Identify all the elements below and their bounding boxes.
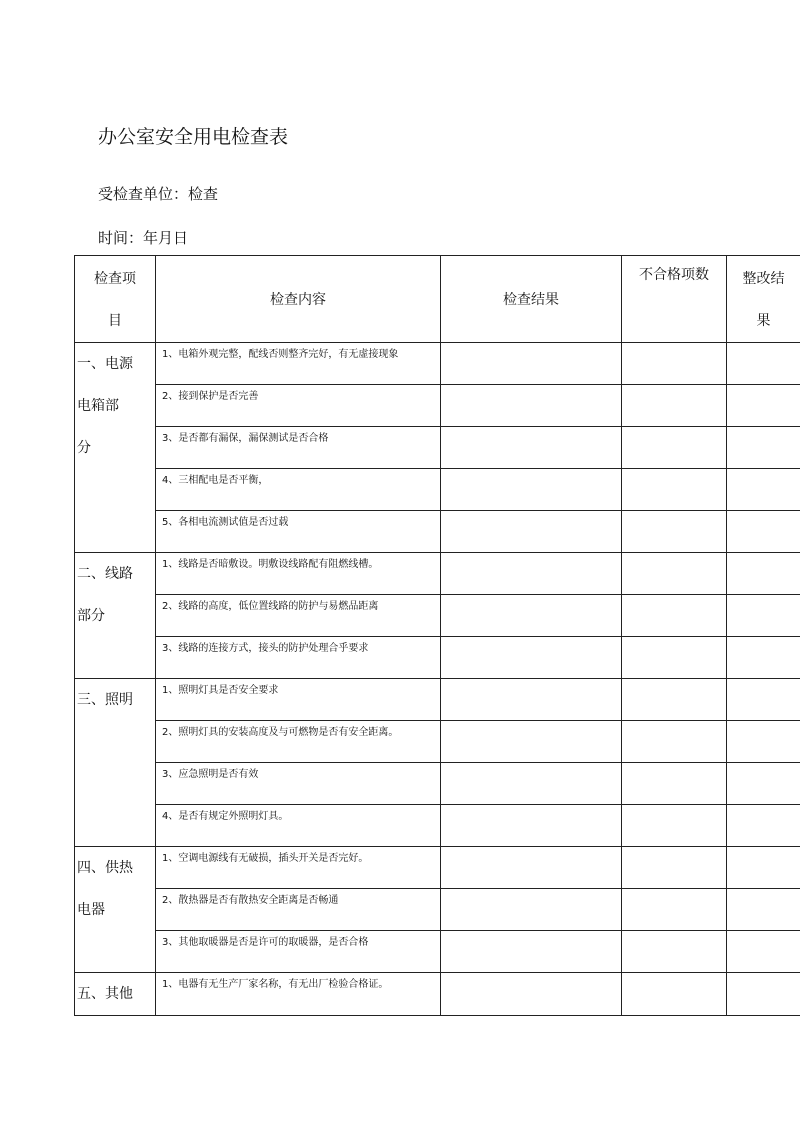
category-power-box [75,343,156,553]
page-title: 办公室安全用电检查表 [98,126,289,148]
category-wiring [75,553,156,679]
check-content: 1、照明灯具是否安全要求 [156,679,441,721]
check-content: 2、线路的高度，低位置线路的防护与易燃品距离 [156,595,441,637]
fix-result-cell[interactable] [727,847,800,889]
result-cell[interactable] [441,847,622,889]
fail-count-cell[interactable] [622,679,727,721]
result-cell[interactable] [441,637,622,679]
fix-result-cell[interactable] [727,889,800,931]
check-content: 1、电器有无生产厂家名称，有无出厂检验合格证。 [156,973,441,1016]
table-row [75,889,800,931]
check-content: 4、是否有规定外照明灯具。 [156,805,441,847]
header-fix-line-1: 整改结 [742,271,785,287]
result-cell[interactable] [441,343,622,385]
table-row [75,805,800,847]
fix-result-cell[interactable] [727,343,800,385]
result-cell[interactable] [441,385,622,427]
fail-count-cell[interactable] [622,511,727,553]
check-content: 3、应急照明是否有效 [156,763,441,805]
table-row [75,931,800,973]
fail-count-cell[interactable] [622,637,727,679]
inspection-table [74,255,800,1016]
check-content: 3、其他取暖器是否是许可的取暖器，是否合格 [156,931,441,973]
header-fix-result [727,256,800,343]
category-line: 部分 [77,608,105,624]
category-line: 电器 [77,902,105,918]
check-content: 2、接到保护是否完善 [156,385,441,427]
fail-count-cell[interactable] [622,595,727,637]
table-row [75,637,800,679]
header-fix-line-2: 果 [756,313,771,329]
table-row [75,973,800,1016]
check-content: 5、各相电流测试值是否过载 [156,511,441,553]
fix-result-cell[interactable] [727,511,800,553]
fix-result-cell[interactable] [727,763,800,805]
fix-result-cell[interactable] [727,805,800,847]
fix-result-cell[interactable] [727,973,800,1016]
result-cell[interactable] [441,763,622,805]
fail-count-cell[interactable] [622,427,727,469]
header-fail-count: 不合格项数 [622,256,727,343]
table-row [75,385,800,427]
check-content: 1、线路是否暗敷设。明敷设线路配有阻燃线槽。 [156,553,441,595]
fix-result-cell[interactable] [727,553,800,595]
table-row [75,595,800,637]
fail-count-cell[interactable] [622,805,727,847]
result-cell[interactable] [441,553,622,595]
fail-count-cell[interactable] [622,847,727,889]
category-heating [75,847,156,973]
category-lighting [75,679,156,847]
result-cell[interactable] [441,973,622,1016]
check-content: 2、照明灯具的安装高度及与可燃物是否有安全距离。 [156,721,441,763]
result-cell[interactable] [441,679,622,721]
table-row [75,427,800,469]
table-row [75,679,800,721]
category-line: 三、照明 [77,692,133,708]
category-line: 二、线路 [77,566,133,582]
result-cell[interactable] [441,805,622,847]
fix-result-cell[interactable] [727,427,800,469]
category-other [75,973,156,1016]
fix-result-cell[interactable] [727,679,800,721]
fail-count-cell[interactable] [622,553,727,595]
result-cell[interactable] [441,469,622,511]
fail-count-cell[interactable] [622,763,727,805]
table-row [75,343,800,385]
category-line: 一、电源 [77,356,133,372]
fail-count-cell[interactable] [622,469,727,511]
fix-result-cell[interactable] [727,721,800,763]
fail-count-cell[interactable] [622,385,727,427]
category-line: 分 [77,440,91,456]
check-content: 4、三相配电是否平衡， [156,469,441,511]
check-content: 2、散热器是否有散热安全距离是否畅通 [156,889,441,931]
header-content: 检查内容 [156,256,441,343]
table-row [75,553,800,595]
header-item [75,256,156,343]
fail-count-cell[interactable] [622,721,727,763]
table-row [75,763,800,805]
fix-result-cell[interactable] [727,595,800,637]
fix-result-cell[interactable] [727,385,800,427]
table-row [75,469,800,511]
result-cell[interactable] [441,511,622,553]
fix-result-cell[interactable] [727,637,800,679]
fail-count-cell[interactable] [622,931,727,973]
table-row [75,511,800,553]
header-result: 检查结果 [441,256,622,343]
category-line: 电箱部 [77,398,119,414]
fail-count-cell[interactable] [622,973,727,1016]
result-cell[interactable] [441,931,622,973]
check-content: 1、电箱外观完整，配线否则整齐完好，有无虚接现象 [156,343,441,385]
header-item-line-1: 检查项 [94,271,136,287]
table-row [75,721,800,763]
category-line: 四、供热 [77,860,133,876]
check-content: 3、是否都有漏保，漏保测试是否合格 [156,427,441,469]
header-row [75,256,800,343]
result-cell[interactable] [441,721,622,763]
result-cell[interactable] [441,427,622,469]
table-row [75,847,800,889]
check-content: 1、空调电源线有无破损，插头开关是否完好。 [156,847,441,889]
time-line: 时间：年月日 [98,229,189,247]
fix-result-cell[interactable] [727,931,800,973]
fail-count-cell[interactable] [622,343,727,385]
category-line: 五、其他 [77,986,133,1002]
header-item-line-2: 目 [108,313,122,329]
check-content: 3、线路的连接方式，接头的防护处理合乎要求 [156,637,441,679]
fail-count-cell[interactable] [622,889,727,931]
fix-result-cell[interactable] [727,469,800,511]
result-cell[interactable] [441,889,622,931]
inspected-unit-line: 受检查单位：检查 [98,185,219,203]
result-cell[interactable] [441,595,622,637]
